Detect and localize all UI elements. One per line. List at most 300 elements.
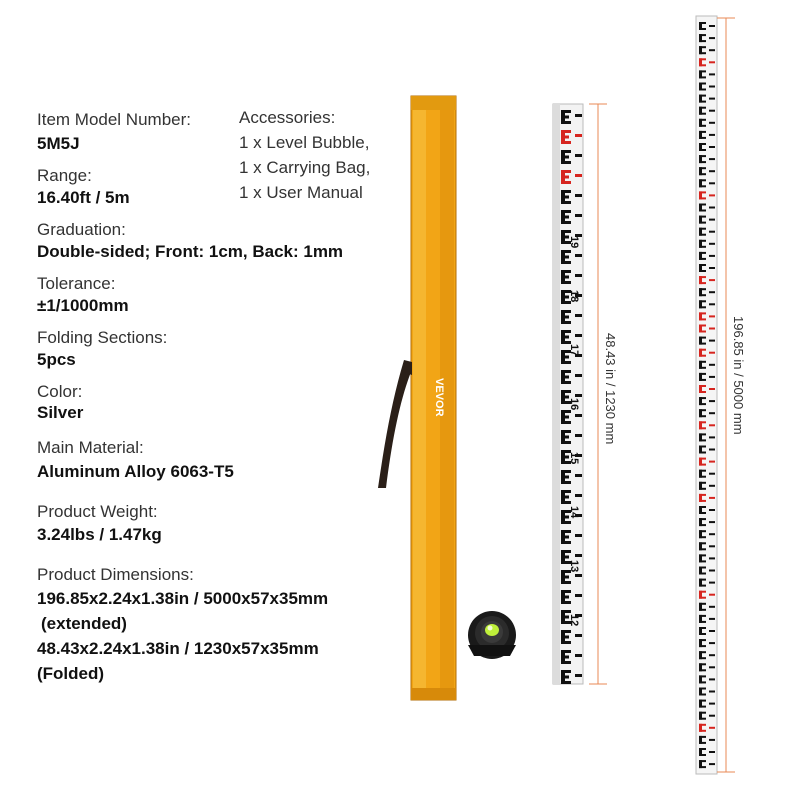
staff-mark: [699, 615, 706, 617]
staff-mark: [699, 325, 706, 327]
staff-mark: [699, 391, 706, 393]
item-model-label: Item Model Number:: [37, 110, 191, 129]
staff-mark: [699, 706, 706, 708]
staff-mark: [561, 610, 571, 613]
product-dimensions-line-4: (Folded): [37, 664, 105, 683]
staff-mark: [709, 194, 715, 196]
staff-mark: [561, 481, 571, 484]
staff-mark: [699, 337, 706, 339]
staff-mark: [561, 296, 569, 299]
staff-mark: [709, 328, 715, 330]
staff-mark: [699, 40, 706, 42]
staff-mark: [561, 250, 571, 253]
staff-mark: [575, 214, 582, 217]
staff-mark: [561, 236, 569, 239]
staff-mark: [709, 678, 715, 680]
staff-mark: [561, 221, 571, 224]
staff-mark: [561, 281, 571, 284]
staff-mark: [699, 736, 706, 738]
staff-mark: [699, 52, 706, 54]
staff-mark: [699, 222, 706, 224]
staff-mark: [709, 473, 715, 475]
color-label: Color:: [37, 382, 83, 401]
staff-mark: [709, 521, 715, 523]
staff-number: 12: [568, 614, 580, 627]
staff-mark: [561, 356, 569, 359]
staff-mark: [699, 688, 706, 690]
staff-number: 14: [568, 506, 580, 519]
staff-mark: [561, 681, 571, 684]
staff-mark: [699, 627, 706, 629]
staff-mark: [561, 201, 571, 204]
staff-mark: [561, 430, 571, 433]
staff-mark: [709, 666, 715, 668]
staff-mark: [561, 116, 569, 119]
graduation-value: Double-sided; Front: 1cm, Back: 1mm: [37, 242, 344, 261]
staff-mark: [699, 591, 706, 593]
staff-mark: [709, 497, 715, 499]
staff-mark: [561, 330, 571, 333]
staff-mark: [699, 343, 706, 345]
staff-mark: [561, 516, 569, 519]
level-bubble: [468, 611, 516, 659]
staff-mark: [699, 585, 706, 587]
staff-mark: [561, 556, 569, 559]
staff-mark: [709, 291, 715, 293]
staff-mark: [561, 156, 569, 159]
staff-mark: [709, 376, 715, 378]
staff-mark: [699, 464, 706, 466]
staff-mark: [561, 381, 571, 384]
staff-mark: [699, 83, 706, 85]
staff-mark: [561, 581, 571, 584]
staff-mark: [699, 476, 706, 478]
staff-mark: [561, 636, 569, 639]
staff-mark: [709, 727, 715, 729]
staff-mark: [561, 396, 569, 399]
folding-sections-label: Folding Sections:: [37, 328, 168, 347]
staff-mark: [575, 494, 582, 497]
bag-brand-label: VEVOR: [433, 378, 445, 417]
staff-mark: [709, 243, 715, 245]
staff-mark: [561, 190, 571, 193]
staff-mark: [699, 742, 706, 744]
staff-mark: [699, 64, 706, 66]
staff-mark: [699, 373, 706, 375]
staff-mark: [709, 751, 715, 753]
staff-mark: [699, 506, 706, 508]
staff-mark: [699, 548, 706, 550]
staff-mark: [561, 136, 569, 139]
staff-mark: [699, 530, 706, 532]
staff-mark: [699, 651, 706, 653]
staff-mark: [699, 204, 706, 206]
staff-mark: [709, 158, 715, 160]
staff-mark: [709, 412, 715, 414]
staff-mark: [709, 739, 715, 741]
staff-mark: [709, 691, 715, 693]
staff-mark: [699, 58, 706, 60]
staff-mark: [709, 485, 715, 487]
staff-mark: [561, 421, 571, 424]
tolerance-label: Tolerance:: [37, 274, 116, 293]
staff-mark: [699, 760, 706, 762]
staff-mark: [561, 216, 569, 219]
staff-mark: [699, 331, 706, 333]
staff-mark: [699, 718, 706, 720]
staff-mark: [699, 554, 706, 556]
staff-mark: [561, 210, 571, 213]
staff-mark: [709, 315, 715, 317]
staff-mark: [699, 107, 706, 109]
staff-mark: [575, 474, 582, 477]
staff-mark: [575, 334, 582, 337]
staff-mark: [561, 470, 571, 473]
staff-mark: [699, 458, 706, 460]
staff-mark: [709, 25, 715, 27]
staff-mark: [699, 367, 706, 369]
staff-mark: [575, 194, 582, 197]
staff-mark: [699, 361, 706, 363]
staff-mark: [709, 449, 715, 451]
staff-mark: [709, 606, 715, 608]
staff-mark: [709, 182, 715, 184]
staff-mark: [561, 370, 571, 373]
staff-mark: [699, 421, 706, 423]
staff-mark: [709, 303, 715, 305]
staff-mark: [699, 597, 706, 599]
product-dimensions-line-3: 48.43x2.24x1.38in / 1230x57x35mm: [37, 639, 319, 658]
staff-mark: [699, 119, 706, 121]
staff-mark: [699, 282, 706, 284]
staff-mark: [699, 70, 706, 72]
folded-dimension-line: [589, 104, 618, 684]
staff-mark: [699, 113, 706, 115]
staff-mark: [699, 579, 706, 581]
staff-mark: [575, 134, 582, 137]
staff-mark: [561, 390, 571, 393]
staff-mark: [699, 179, 706, 181]
staff-mark: [699, 385, 706, 387]
staff-mark: [699, 270, 706, 272]
staff-mark: [709, 400, 715, 402]
staff-mark: [699, 609, 706, 611]
staff-mark: [561, 256, 569, 259]
staff-mark: [699, 645, 706, 647]
extended-dimension-label: 196.85 in / 5000 mm: [731, 316, 746, 435]
staff-mark: [561, 321, 571, 324]
staff-mark: [699, 542, 706, 544]
staff-mark: [699, 216, 706, 218]
staff-mark: [699, 294, 706, 296]
staff-mark: [699, 228, 706, 230]
staff-mark: [575, 374, 582, 377]
staff-number: 17: [568, 344, 580, 357]
staff-mark: [561, 376, 569, 379]
staff-mark: [561, 501, 571, 504]
folding-sections-value: 5pcs: [37, 350, 76, 369]
accessory-item: 1 x Level Bubble,: [239, 133, 370, 152]
staff-mark: [699, 675, 706, 677]
main-material-label: Main Material:: [37, 438, 144, 457]
staff-mark: [699, 185, 706, 187]
staff-mark: [699, 318, 706, 320]
staff-mark: [561, 141, 571, 144]
staff-mark: [699, 306, 706, 308]
staff-mark: [575, 594, 582, 597]
staff-mark: [561, 676, 569, 679]
staff-mark: [699, 724, 706, 726]
staff-mark: [561, 656, 569, 659]
staff-mark: [699, 397, 706, 399]
folded-dimension-label: 48.43 in / 1230 mm: [603, 333, 618, 445]
staff-mark: [561, 496, 569, 499]
staff-mark: [561, 230, 571, 233]
staff-mark: [709, 630, 715, 632]
staff-mark: [699, 470, 706, 472]
staff-mark: [561, 161, 571, 164]
staff-mark: [699, 349, 706, 351]
staff-mark: [575, 414, 582, 417]
product-weight-label: Product Weight:: [37, 502, 158, 521]
staff-mark: [699, 633, 706, 635]
staff-mark: [575, 674, 582, 677]
staff-mark: [699, 433, 706, 435]
staff-mark: [699, 191, 706, 193]
staff-mark: [709, 134, 715, 136]
product-dimensions-line-1: 196.85x2.24x1.38in / 5000x57x35mm: [37, 589, 329, 608]
staff-mark: [561, 196, 569, 199]
staff-mark: [561, 530, 571, 533]
staff-mark: [561, 596, 569, 599]
staff-mark: [709, 279, 715, 281]
staff-number: 18: [568, 290, 580, 303]
staff-mark: [561, 336, 569, 339]
staff-mark: [699, 452, 706, 454]
main-material-value: Aluminum Alloy 6063-T5: [37, 462, 234, 481]
staff-mark: [575, 534, 582, 537]
staff-mark: [709, 98, 715, 100]
staff-mark: [699, 409, 706, 411]
color-value: Silver: [37, 403, 84, 422]
staff-mark: [699, 143, 706, 145]
product-weight-value: 3.24lbs / 1.47kg: [37, 525, 162, 544]
staff-mark: [561, 536, 569, 539]
staff-mark: [709, 570, 715, 572]
staff-mark: [561, 441, 571, 444]
staff-mark: [699, 22, 706, 24]
staff-mark: [699, 355, 706, 357]
staff-mark: [699, 446, 706, 448]
accessory-item: 1 x User Manual: [239, 183, 363, 202]
staff-mark: [709, 594, 715, 596]
staff-mark: [709, 37, 715, 39]
staff-mark: [561, 576, 569, 579]
staff-mark: [575, 174, 582, 177]
staff-mark: [575, 314, 582, 317]
staff-mark: [561, 170, 571, 173]
staff-mark: [709, 364, 715, 366]
staff-mark: [561, 456, 569, 459]
staff-mark: [709, 219, 715, 221]
staff-mark: [699, 439, 706, 441]
staff-mark: [699, 694, 706, 696]
staff-mark: [709, 763, 715, 765]
staff-mark: [699, 76, 706, 78]
staff-mark: [699, 300, 706, 302]
staff-mark: [709, 340, 715, 342]
staff-mark: [699, 663, 706, 665]
extended-staff: [696, 16, 717, 774]
range-label: Range:: [37, 166, 92, 185]
staff-mark: [699, 101, 706, 103]
staff-mark: [709, 231, 715, 233]
staff-mark: [709, 642, 715, 644]
staff-mark: [699, 276, 706, 278]
staff-mark: [709, 86, 715, 88]
staff-mark: [699, 125, 706, 127]
staff-mark: [561, 601, 571, 604]
staff-mark: [699, 488, 706, 490]
accessory-item: 1 x Carrying Bag,: [239, 158, 371, 177]
staff-mark: [575, 114, 582, 117]
staff-mark: [699, 131, 706, 133]
staff-mark: [699, 312, 706, 314]
staff-mark: [575, 574, 582, 577]
carrying-bag: [378, 96, 456, 700]
folded-staff: [553, 104, 583, 684]
staff-mark: [699, 500, 706, 502]
staff-mark: [575, 654, 582, 657]
staff-mark: [561, 181, 571, 184]
staff-mark: [561, 590, 571, 593]
staff-mark: [699, 573, 706, 575]
staff-mark: [709, 49, 715, 51]
staff-mark: [699, 252, 706, 254]
range-value: 16.40ft / 5m: [37, 188, 130, 207]
staff-mark: [699, 621, 706, 623]
staff-number: 16: [568, 398, 580, 411]
staff-mark: [561, 261, 571, 264]
staff-mark: [699, 730, 706, 732]
item-model-value: 5M5J: [37, 134, 80, 153]
staff-mark: [699, 167, 706, 169]
product-dimensions-label: Product Dimensions:: [37, 565, 194, 584]
staff-mark: [575, 434, 582, 437]
staff-mark: [561, 416, 569, 419]
staff-mark: [709, 170, 715, 172]
staff-mark: [709, 436, 715, 438]
staff-number: 19: [568, 236, 580, 249]
staff-mark: [561, 550, 571, 553]
staff-mark: [699, 524, 706, 526]
staff-mark: [561, 616, 569, 619]
accessories-title: Accessories:: [239, 108, 336, 127]
staff-mark: [709, 73, 715, 75]
staff-mark: [709, 267, 715, 269]
staff-mark: [561, 641, 571, 644]
staff-mark: [699, 560, 706, 562]
staff-mark: [561, 150, 571, 153]
staff-mark: [561, 130, 571, 133]
staff-mark: [699, 288, 706, 290]
product-dimensions-line-2: (extended): [41, 614, 127, 633]
staff-mark: [699, 46, 706, 48]
staff-mark: [709, 122, 715, 124]
graduation-label: Graduation:: [37, 220, 126, 239]
staff-mark: [709, 654, 715, 656]
staff-mark: [699, 161, 706, 163]
staff-mark: [699, 149, 706, 151]
staff-mark: [709, 618, 715, 620]
tolerance-value: ±1/1000mm: [37, 296, 129, 315]
staff-mark: [575, 274, 582, 277]
staff-mark: [699, 748, 706, 750]
staff-mark: [709, 509, 715, 511]
staff-mark: [699, 754, 706, 756]
staff-mark: [699, 379, 706, 381]
staff-mark: [699, 234, 706, 236]
staff-mark: [575, 254, 582, 257]
staff-mark: [699, 766, 706, 768]
staff-mark: [709, 557, 715, 559]
staff-mark: [709, 461, 715, 463]
staff-mark: [699, 681, 706, 683]
staff-mark: [709, 388, 715, 390]
staff-mark: [561, 316, 569, 319]
staff-mark: [699, 264, 706, 266]
staff-mark: [561, 490, 571, 493]
staff-mark: [699, 567, 706, 569]
staff-mark: [561, 650, 571, 653]
staff-mark: [709, 352, 715, 354]
staff-mark: [699, 210, 706, 212]
staff-mark: [561, 276, 569, 279]
staff-mark: [575, 154, 582, 157]
staff-mark: [561, 630, 571, 633]
staff-number: 15: [568, 452, 580, 465]
staff-mark: [561, 436, 569, 439]
staff-mark: [699, 95, 706, 97]
staff-mark: [575, 554, 582, 557]
staff-mark: [699, 28, 706, 30]
staff-mark: [709, 207, 715, 209]
staff-mark: [709, 582, 715, 584]
staff-mark: [699, 197, 706, 199]
staff-mark: [699, 258, 706, 260]
staff-mark: [561, 121, 571, 124]
staff-mark: [561, 521, 571, 524]
staff-mark: [709, 110, 715, 112]
staff-mark: [575, 634, 582, 637]
staff-mark: [561, 361, 571, 364]
staff-mark: [699, 639, 706, 641]
staff-mark: [561, 110, 571, 113]
staff-mark: [699, 403, 706, 405]
staff-mark: [561, 670, 571, 673]
staff-number: 13: [568, 560, 580, 573]
staff-mark: [699, 415, 706, 417]
staff-mark: [699, 173, 706, 175]
staff-mark: [709, 533, 715, 535]
extended-dimension-line: [717, 18, 746, 772]
staff-mark: [699, 137, 706, 139]
staff-mark: [699, 536, 706, 538]
staff-mark: [699, 712, 706, 714]
staff-mark: [709, 61, 715, 63]
staff-mark: [561, 410, 571, 413]
staff-mark: [699, 512, 706, 514]
